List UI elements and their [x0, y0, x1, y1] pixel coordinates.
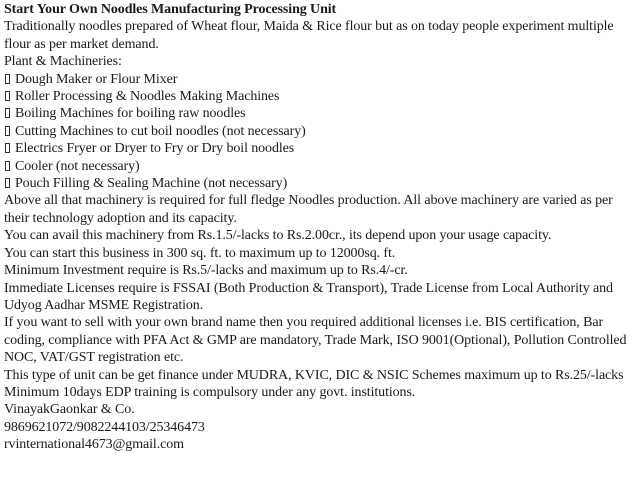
finance-paragraph: This type of unit can be get finance under MUDRA, KVIC, DIC & NSIC Schemes maximum up to Rs.25/-lacks	[4, 367, 624, 383]
training-paragraph: Minimum 10days EDP training is compulsory under any govt. institutions.	[4, 384, 416, 400]
list-item	[4, 140, 636, 157]
machinery-list	[4, 71, 636, 193]
list-item-label: Boiling Machines for boiling raw noodles	[15, 106, 246, 122]
list-item-label: Electrics Fryer or Dryer to Fry or Dry boil noodles	[15, 141, 295, 157]
contact-phones: 9869621072/9082244103/25346473	[4, 419, 205, 435]
bullet-box-icon	[5, 161, 10, 171]
list-item-label: Pouch Filling & Sealing Machine (not necessary)	[15, 176, 288, 192]
investment-paragraph: Minimum Investment require is Rs.5/-lacks and maximum up to Rs.4/-cr.	[4, 263, 408, 279]
list-item	[4, 71, 636, 88]
bullet-box-icon	[5, 178, 10, 188]
document-page	[4, 1, 636, 454]
list-item	[4, 158, 636, 175]
document-title: Start Your Own Noodles Manufacturing Processing Unit	[4, 2, 337, 17]
intro-paragraph: Traditionally noodles prepared of Wheat flour, Maida & Rice flour but as on today people experiment multiple flour as per market demand.	[4, 19, 614, 52]
space-requirement-paragraph: You can start this business in 300 sq. ft. to maximum up to 12000sq. ft.	[4, 245, 396, 261]
list-item	[4, 175, 636, 192]
brand-licenses-paragraph: If you want to sell with your own brand name then you required additional licenses i.e. BIS certification, Bar coding, compliance with PFA Act & GMP are mandatory, Trade Mark, ISO 9001(Optional), Pollution Controlled NOC, VAT/GST registration etc.	[4, 315, 627, 366]
bullet-box-icon	[5, 108, 10, 118]
list-item-label: Cutting Machines to cut boil noodles (not necessary)	[15, 123, 306, 139]
machinery-cost-paragraph: You can avail this machinery from Rs.1.5/-lacks to Rs.2.00cr., its depend upon your usage capacity.	[4, 228, 552, 244]
bullet-box-icon	[5, 74, 10, 84]
contact-email: rvinternational4673@gmail.com	[4, 437, 184, 453]
machinery-summary-paragraph: Above all that machinery is required for full fledge Noodles production. All above machinery are varied as per their technology adoption and its capacity.	[4, 193, 613, 226]
licenses-paragraph: Immediate Licenses require is FSSAI (Both Production & Transport), Trade License from Local Authority and Udyog Aadhar MSME Registration.	[4, 280, 613, 313]
bullet-box-icon	[5, 143, 10, 153]
list-item	[4, 88, 636, 105]
list-item	[4, 105, 636, 122]
contact-company: VinayakGaonkar & Co.	[4, 402, 135, 418]
bullet-box-icon	[5, 91, 10, 101]
list-item-label: Cooler (not necessary)	[15, 158, 140, 174]
machinery-heading: Plant & Machineries:	[4, 54, 122, 70]
bullet-box-icon	[5, 126, 10, 136]
list-item-label: Roller Processing & Noodles Making Machines	[15, 89, 280, 105]
list-item	[4, 123, 636, 140]
list-item-label: Dough Maker or Flour Mixer	[15, 71, 178, 87]
